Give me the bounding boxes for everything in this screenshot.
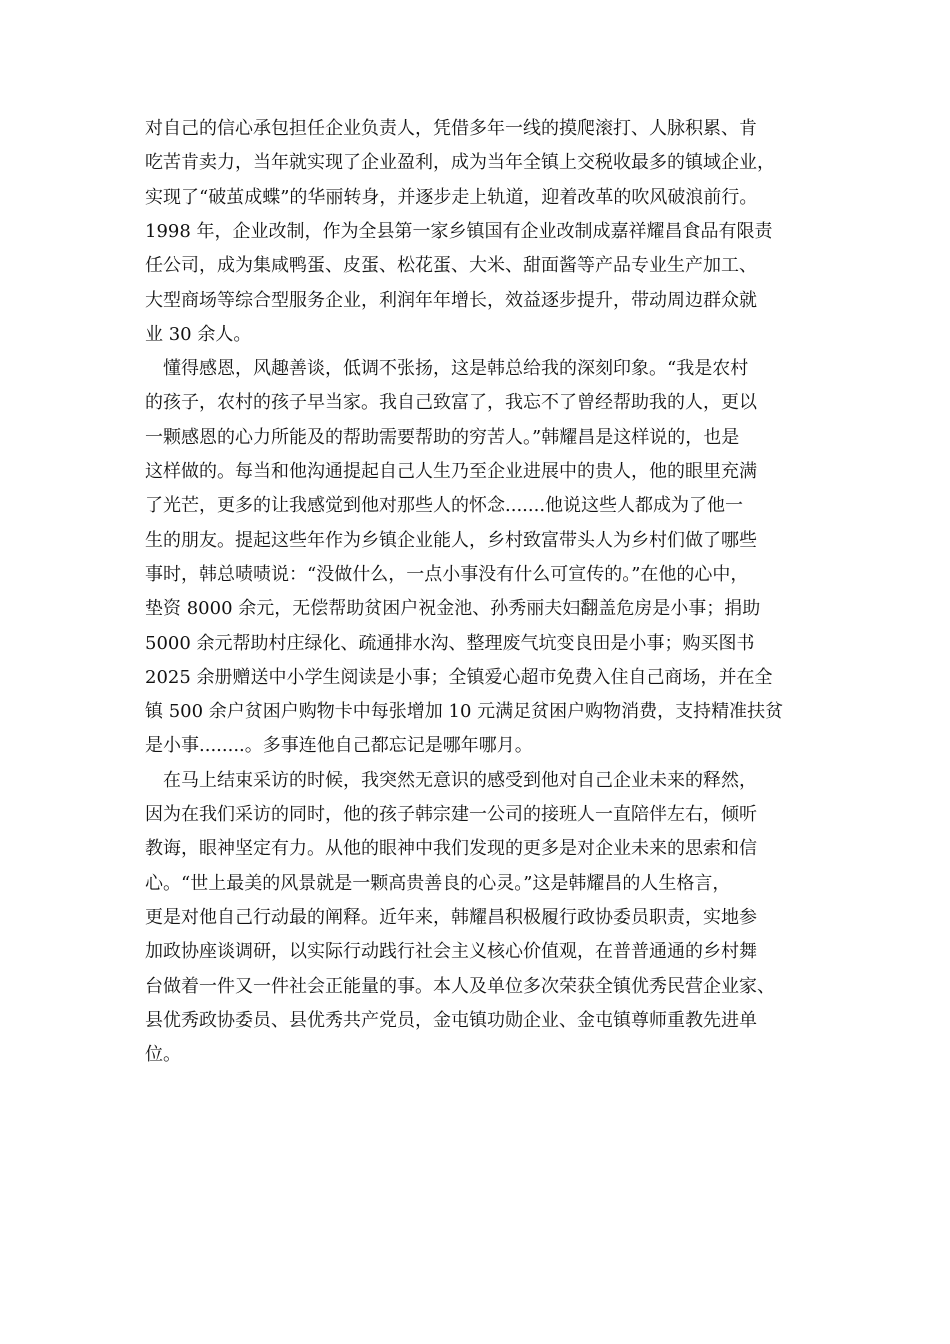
text-line: 加政协座谈调研，以实际行动践行社会主义核心价值观，在普普通通的乡村舞 xyxy=(145,941,757,963)
text-line: 了光芒，更多的让我感觉到他对那些人的怀念.......他说这些人都成为了他一 xyxy=(145,495,744,517)
text-line: 因为在我们采访的同时，他的孩子韩宗建一公司的接班人一直陪伴左右，倾听 xyxy=(145,804,757,825)
text-line: 在马上结束采访的时候，我突然无意识的感受到他对自己企业未来的释然， xyxy=(145,769,757,791)
text-line: 一颗感恩的心力所能及的帮助需要帮助的穷苦人。”韩耀昌是这样说的，也是 xyxy=(145,426,740,448)
text-line: 更是对他自己行动最的阐释。近年来，韩耀昌积极履行政协委员职责，实地参 xyxy=(145,906,757,928)
text-line: 任公司，成为集咸鸭蛋、皮蛋、松花蛋、大米、甜面酱等产品专业生产加工、 xyxy=(145,255,757,277)
text-line: 是小事........。多事连他自己都忘记是哪年哪月。 xyxy=(145,735,533,757)
text-line: 位。 xyxy=(145,1044,181,1066)
text-line: 心。“世上最美的风景就是一颗高贵善良的心灵。”这是韩耀昌的人生格言， xyxy=(145,872,731,894)
text-line: 事时，韩总啧啧说：“没做什么，一点小事没有什么可宣传的。”在他的心中， xyxy=(145,563,749,585)
text-line: 县优秀政协委员、县优秀共产党员，金屯镇功勋企业、金屯镇尊师重教先进单 xyxy=(145,1009,757,1031)
text-line: 懂得感恩，风趣善谈，低调不张扬，这是韩总给我的深刻印象。“我是农村 xyxy=(145,358,749,380)
text-line: 垫资 8000 余元，无偿帮助贫困户祝金池、孙秀丽夫妇翻盖危房是小事；捐助 xyxy=(145,598,761,620)
text-line: 台做着一件又一件社会正能量的事。本人及单位多次荣获全镇优秀民营企业家、 xyxy=(145,975,775,997)
text-line: 的孩子，农村的孩子早当家。我自己致富了，我忘不了曾经帮助我的人，更以 xyxy=(145,392,757,414)
text-line: 2025 余册赠送中小学生阅读是小事；全镇爱心超市免费入住自己商场，并在全 xyxy=(145,666,773,688)
text-line: 大型商场等综合型服务企业，利润年年增长，效益逐步提升，带动周边群众就 xyxy=(145,289,757,311)
text-line: 镇 500 余户贫困户购物卡中每张增加 10 元满足贫困户购物消费，支持精准扶贫 xyxy=(145,701,784,723)
text-line: 教诲，眼神坚定有力。从他的眼神中我们发现的更多是对企业未来的思索和信 xyxy=(145,838,757,860)
text-line: 1998 年，企业改制，作为全县第一家乡镇国有企业改制成嘉祥耀昌食品有限责 xyxy=(145,220,773,242)
text-line: 对自己的信心承包担任企业负责人，凭借多年一线的摸爬滚打、人脉积累、肯 xyxy=(145,118,757,139)
text-line: 生的朋友。提起这些年作为乡镇企业能人，乡村致富带头人为乡村们做了哪些 xyxy=(145,529,757,551)
text-line: 吃苦肯卖力，当年就实现了企业盈利，成为当年全镇上交税收最多的镇域企业， xyxy=(145,152,775,174)
text-line: 5000 余元帮助村庄绿化、疏通排水沟、整理废气坑变良田是小事；购买图书 xyxy=(145,632,755,654)
text-line: 业 30 余人。 xyxy=(145,323,252,345)
text-line: 实现了“破茧成蝶”的华丽转身，并逐步走上轨道，迎着改革的吹风破浪前行。 xyxy=(145,186,758,208)
text-line: 这样做的。每当和他沟通提起自己人生乃至企业进展中的贵人，他的眼里充满 xyxy=(145,461,757,482)
